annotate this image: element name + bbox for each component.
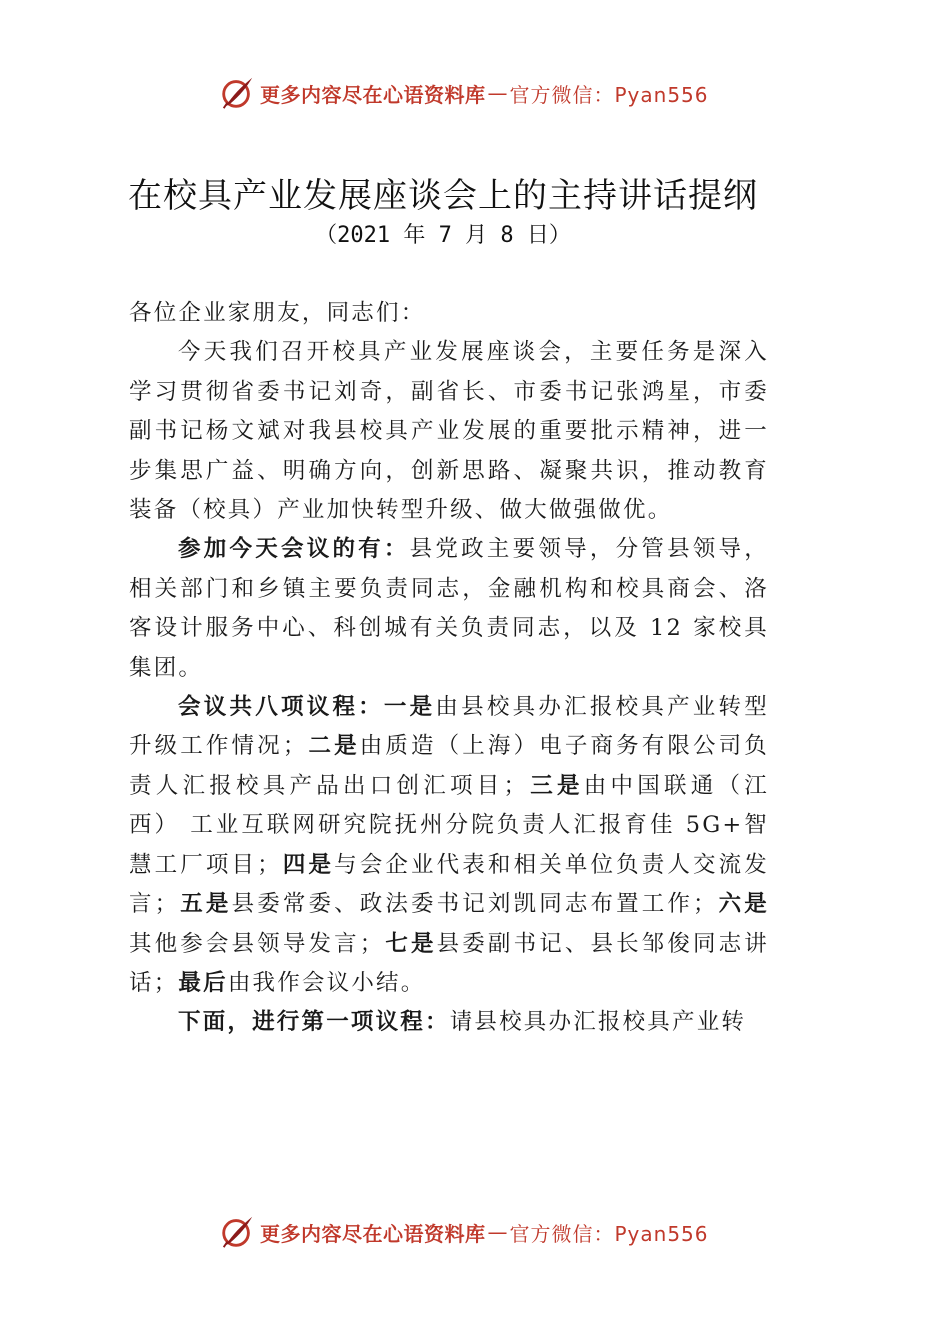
agenda-key-7: 七是 [384, 930, 437, 957]
banner-contact: 官方微信：Pyan556 [509, 82, 709, 107]
paragraph-4 [129, 1003, 769, 1042]
quill-logo-icon [218, 74, 256, 112]
agenda-key-2: 二是 [307, 733, 360, 760]
agenda-key-6: 六是 [717, 891, 769, 918]
paragraph-2-lead: 参加今天会议的有： [178, 536, 410, 563]
agenda-key-4: 四是 [281, 851, 335, 878]
agenda-item-4: 与会企业代表和相关单位负责人交流发言； [129, 851, 769, 918]
agenda-item-7: 县委副书记、县长邹俊同志讲话； [129, 930, 769, 996]
header-banner [218, 73, 709, 113]
banner-separator: — [487, 81, 508, 105]
document-date: （2021 年 7 月 8 日） [315, 223, 571, 248]
document-body [129, 294, 769, 1043]
quill-logo-icon [218, 1213, 256, 1251]
paragraph-2-text: 县党政主要领导，分管县领导，相关部门和乡镇主要负责同志，金融机构和校具商会、洛客设计服务中心、科创城有关负责同志，以及 12 家校具集团。 [129, 536, 769, 681]
paragraph-3 [129, 688, 769, 1003]
banner-separator: — [487, 1220, 508, 1244]
agenda-item-3: 由中国联通（江西） 工业互联网研究院抚州分院负责人汇报育佳 5G+智慧工厂项目； [129, 772, 769, 878]
agenda-item-1: 由县校具办汇报校具产业转型升级工作情况； [129, 694, 769, 760]
agenda-item-6: 其他参会县领导发言； [129, 930, 385, 957]
banner-text: 更多内容尽在心语资料库 [260, 1221, 486, 1246]
paragraph-2 [129, 530, 769, 688]
agenda-item-2: 由质造（上海）电子商务有限公司负责人汇报校具产品出口创汇项目； [129, 733, 770, 799]
agenda-key-1: 一是 [383, 694, 436, 721]
agenda-key-8: 最后 [178, 969, 228, 996]
banner-text: 更多内容尽在心语资料库 [260, 82, 486, 107]
agenda-item-5: 县委常委、政法委书记刘凯同志布置工作； [231, 891, 718, 918]
footer-banner [218, 1212, 709, 1252]
agenda-key-3: 三是 [528, 772, 584, 799]
paragraph-4-text: 请县校具办汇报校具产业转 [449, 1009, 747, 1036]
paragraph-1: 今天我们召开校具产业发展座谈会，主要任务是深入学习贯彻省委书记刘奇，副省长、市委书记张鸿星，市委副书记杨文斌对我县校具产业发展的重要批示精神，进一步集思广益、明确方向，创新思路、凝聚共识，推动教育装备（校具）产业加快转型升级、做大做强做优。 [129, 339, 769, 524]
document-title: 在校具产业发展座谈会上的主持讲话提纲 [128, 176, 758, 216]
banner-contact: 官方微信：Pyan556 [509, 1221, 709, 1246]
paragraph-4-lead: 下面，进行第一项议程： [178, 1009, 450, 1036]
salutation: 各位企业家朋友，同志们： [129, 300, 426, 326]
agenda-lead: 会议共八项议程： [178, 694, 384, 721]
agenda-key-5: 五是 [179, 891, 232, 918]
agenda-item-8: 由我作会议小结。 [227, 969, 426, 996]
